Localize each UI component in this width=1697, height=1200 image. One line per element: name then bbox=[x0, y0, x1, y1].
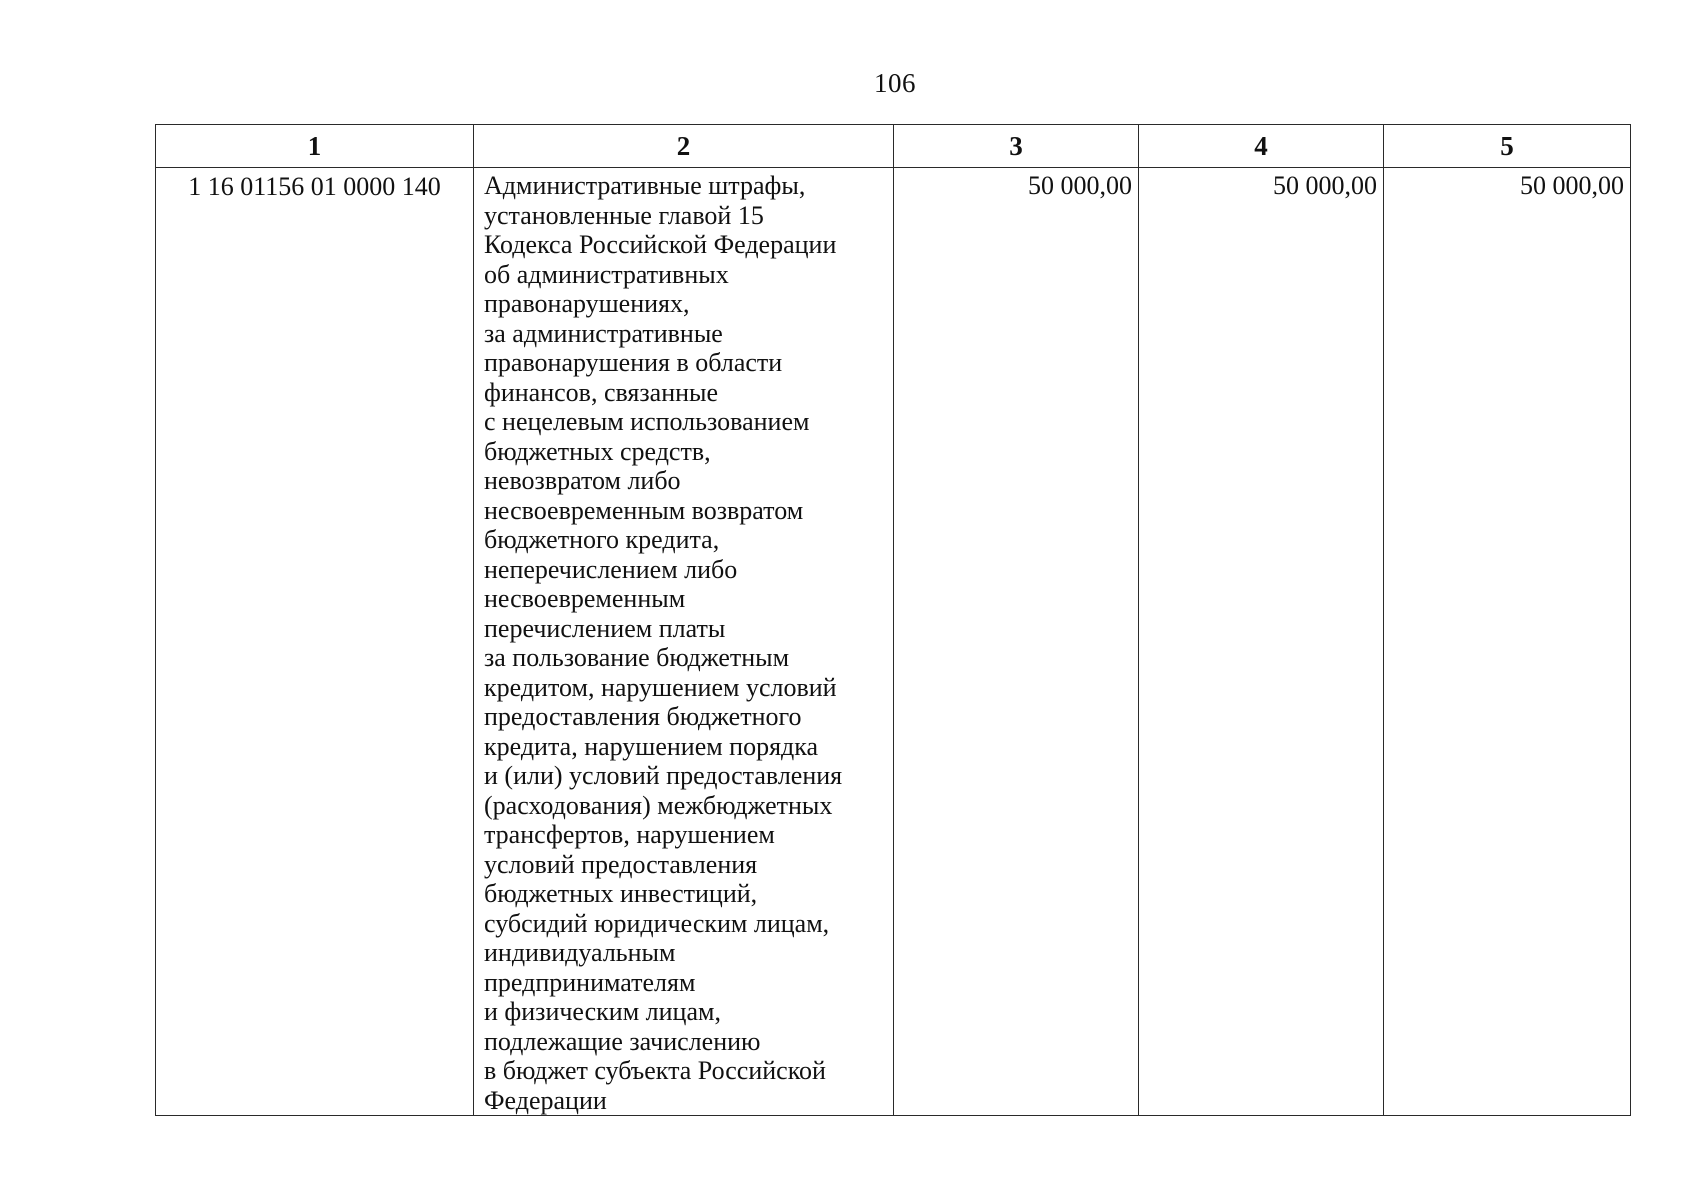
description-line: подлежащие зачислению bbox=[484, 1026, 761, 1056]
description-line: установленные главой 15 bbox=[484, 200, 764, 230]
description-line: Федерации bbox=[484, 1085, 607, 1115]
description-line: несвоевременным возвратом bbox=[484, 495, 804, 525]
description-line: условий предоставления bbox=[484, 849, 758, 879]
description-line: в бюджет субъекта Российской bbox=[484, 1056, 826, 1085]
description-line: индивидуальным bbox=[484, 938, 676, 967]
amount-column-3: 50 000,00 bbox=[894, 168, 1139, 1116]
description-line: предпринимателям bbox=[484, 967, 696, 997]
description-line: (расходования) межбюджетных bbox=[484, 790, 833, 820]
description-line: правонарушения в области bbox=[484, 348, 783, 377]
description-line: бюджетных средств, bbox=[484, 436, 711, 466]
description-line: бюджетных инвестиций, bbox=[484, 879, 758, 908]
description-line: и (или) условий предоставления bbox=[484, 761, 843, 790]
budget-table bbox=[155, 124, 1631, 1116]
amount-column-4: 50 000,00 bbox=[1139, 168, 1384, 1116]
column-header-3: 3 bbox=[894, 125, 1139, 168]
description-line: за пользование бюджетным bbox=[484, 643, 790, 672]
description-line: Административные штрафы, bbox=[484, 171, 806, 200]
description-line: трансфертов, нарушением bbox=[484, 820, 775, 849]
description-line: предоставления бюджетного bbox=[484, 702, 802, 731]
description-line: правонарушениях, bbox=[484, 289, 690, 318]
description-line: невозвратом либо bbox=[484, 466, 681, 495]
description-line: бюджетного кредита, bbox=[484, 525, 720, 554]
income-description bbox=[474, 168, 894, 1116]
description-line: кредитом, нарушением условий bbox=[484, 672, 837, 702]
column-header-5: 5 bbox=[1384, 125, 1631, 168]
description-line: финансов, связанные bbox=[484, 377, 719, 407]
table-row bbox=[156, 168, 1631, 1116]
description-line: несвоевременным bbox=[484, 584, 686, 613]
description-line: за административные bbox=[484, 318, 723, 348]
description-line: с нецелевым использованием bbox=[484, 407, 810, 436]
column-header-2: 2 bbox=[474, 125, 894, 168]
description-line: перечислением платы bbox=[484, 613, 726, 643]
column-header-4: 4 bbox=[1139, 125, 1384, 168]
description-line: субсидий юридическим лицам, bbox=[484, 908, 830, 938]
description-line: об административных bbox=[484, 259, 729, 289]
description-line: неперечислением либо bbox=[484, 554, 738, 584]
page-number: 106 bbox=[874, 68, 916, 98]
description-line: Кодекса Российской Федерации bbox=[484, 230, 837, 259]
amount-column-5: 50 000,00 bbox=[1384, 168, 1631, 1116]
table-header-row bbox=[156, 125, 1631, 168]
budget-classification-code: 1 16 01156 01 0000 140 bbox=[156, 168, 474, 1116]
description-line: и физическим лицам, bbox=[484, 997, 721, 1026]
description-line: кредита, нарушением порядка bbox=[484, 731, 819, 761]
column-header-1: 1 bbox=[156, 125, 474, 168]
